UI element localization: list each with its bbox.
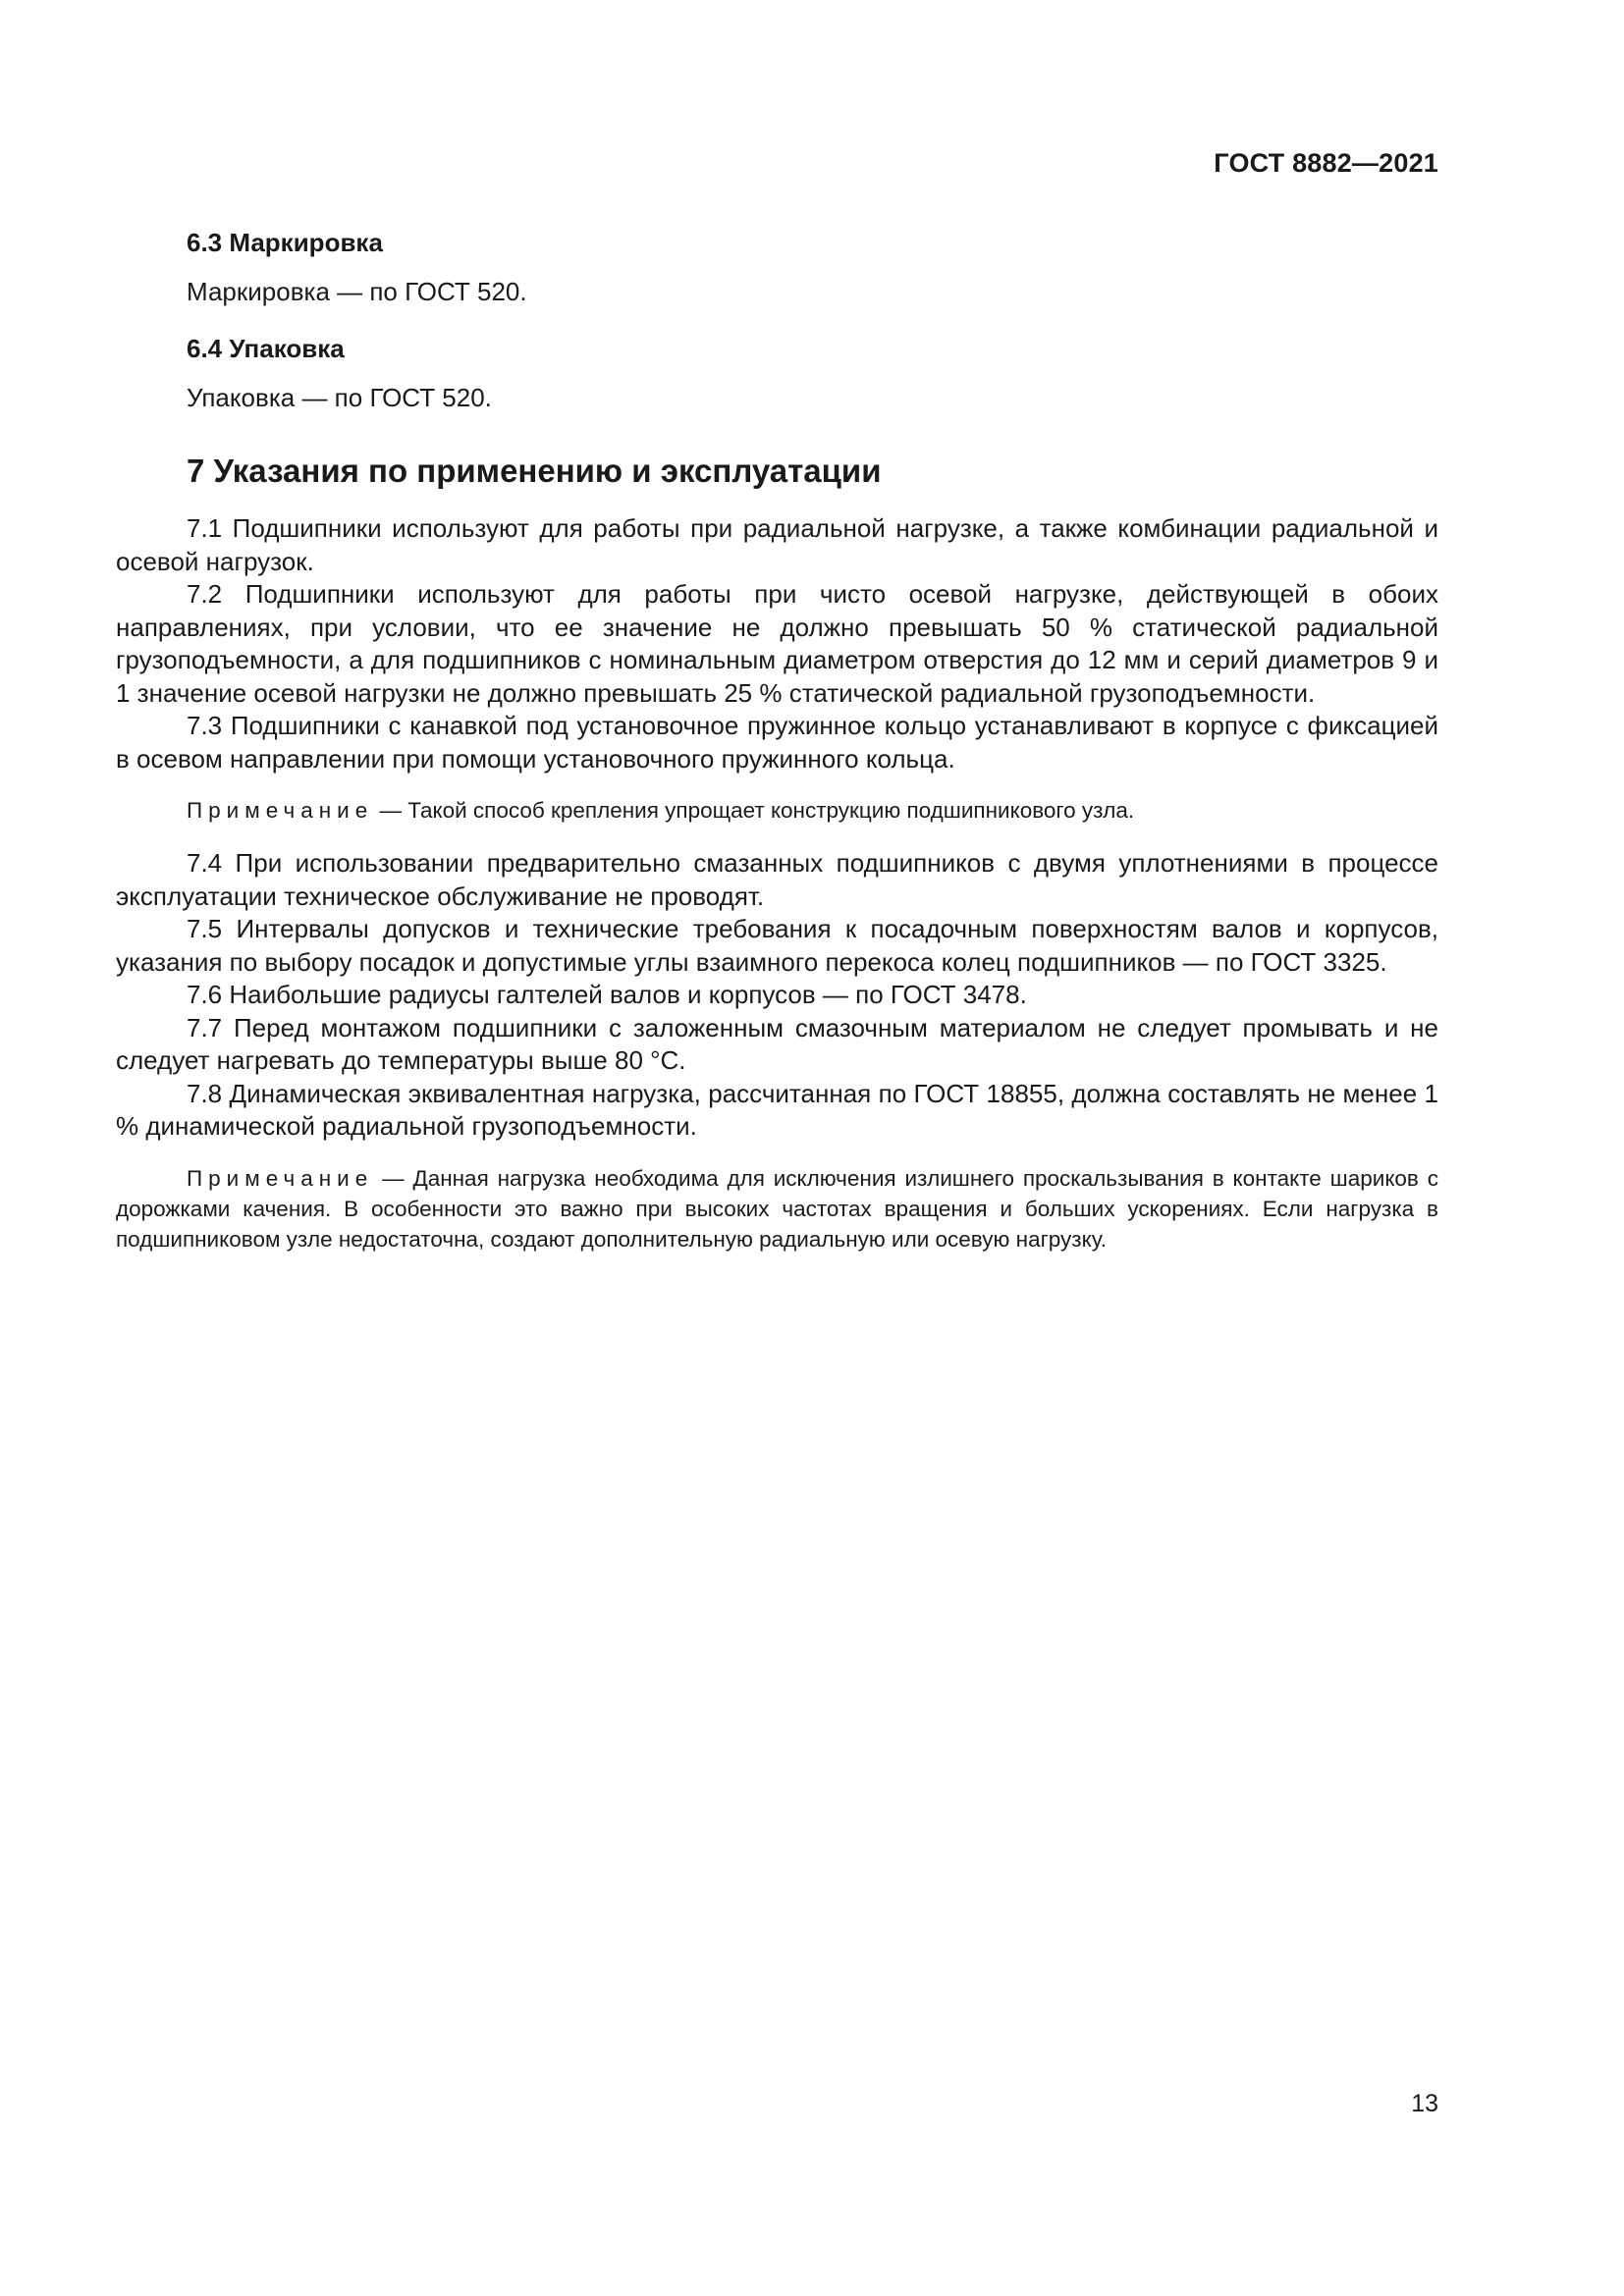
note-1-text: — Такой способ крепления упрощает конструкцию подшипникового узла. <box>373 798 1135 823</box>
document-code: ГОСТ 8882—2021 <box>1214 148 1438 178</box>
section-7-body <box>116 512 1438 1255</box>
paragraph-7-3: 7.3 Подшипники с канавкой под установочное пружинное кольцо устанавливают в корпусе с фиксацией в осевом направлении при помощи установочного пружинного кольца. <box>116 711 1438 774</box>
section-6-4-text: Упаковка — по ГОСТ 520. <box>187 383 492 412</box>
page-number: 13 <box>1411 2090 1438 2117</box>
note-1 <box>116 795 1438 826</box>
paragraph-7-1: 7.1 Подшипники используют для работы при радиальной нагрузке, а также комбинации радиальной и осевой нагрузок. <box>116 513 1438 576</box>
section-6-3-title: 6.3 Маркировка <box>187 228 383 257</box>
paragraph-7-2: 7.2 Подшипники используют для работы при чисто осевой нагрузке, действующей в обоих направлениях, при условии, что ее значение не должно превышать 50 % статической радиальной грузоподъемности, а для подшипников с номинальным диаметром отверстия до 12 мм и серий диаметров 9 и 1 значение осевой нагрузки не должно превышать 25 % статической радиальной грузоподъемности. <box>116 579 1438 708</box>
section-6-3-text: Маркировка — по ГОСТ 520. <box>187 277 527 306</box>
section-6-4-title: 6.4 Упаковка <box>187 334 345 363</box>
note-2-text: — Данная нагрузка необходима для исключения излишнего проскальзывания в контакте шариков с дорожками качения. В особенности это важно при высоких частотах вращения и больших ускорениях. Если нагрузка в подшипниковом узле недостаточна, создают дополнительную радиальную или осевую нагрузку. <box>116 1165 1438 1252</box>
paragraph-7-7: 7.7 Перед монтажом подшипники с заложенным смазочным материалом не следует промывать и не следует нагревать до температуры выше 80 °С. <box>116 1012 1438 1075</box>
note-2 <box>116 1163 1438 1255</box>
section-7-title: 7 Указания по применению и эксплуатации <box>187 453 882 489</box>
note-1-label: Примечание <box>187 798 374 823</box>
paragraph-7-6: 7.6 Наибольшие радиусы галтелей валов и корпусов — по ГОСТ 3478. <box>187 980 1027 1009</box>
paragraph-7-8: 7.8 Динамическая эквивалентная нагрузка, рассчитанная по ГОСТ 18855, должна составлять не менее 1 % динамической радиальной грузоподъемности. <box>116 1078 1438 1141</box>
paragraph-7-4: 7.4 При использовании предварительно смазанных подшипников с двумя уплотнениями в процессе эксплуатации техническое обслуживание не проводят. <box>116 848 1438 911</box>
note-2-label: Примечание <box>187 1165 374 1191</box>
paragraph-7-5: 7.5 Интервалы допусков и технические требования к посадочным поверхностям валов и корпусов, указания по выбору посадок и допустимые углы взаимного перекоса колец подшипников — по ГОСТ 3325. <box>116 914 1438 977</box>
